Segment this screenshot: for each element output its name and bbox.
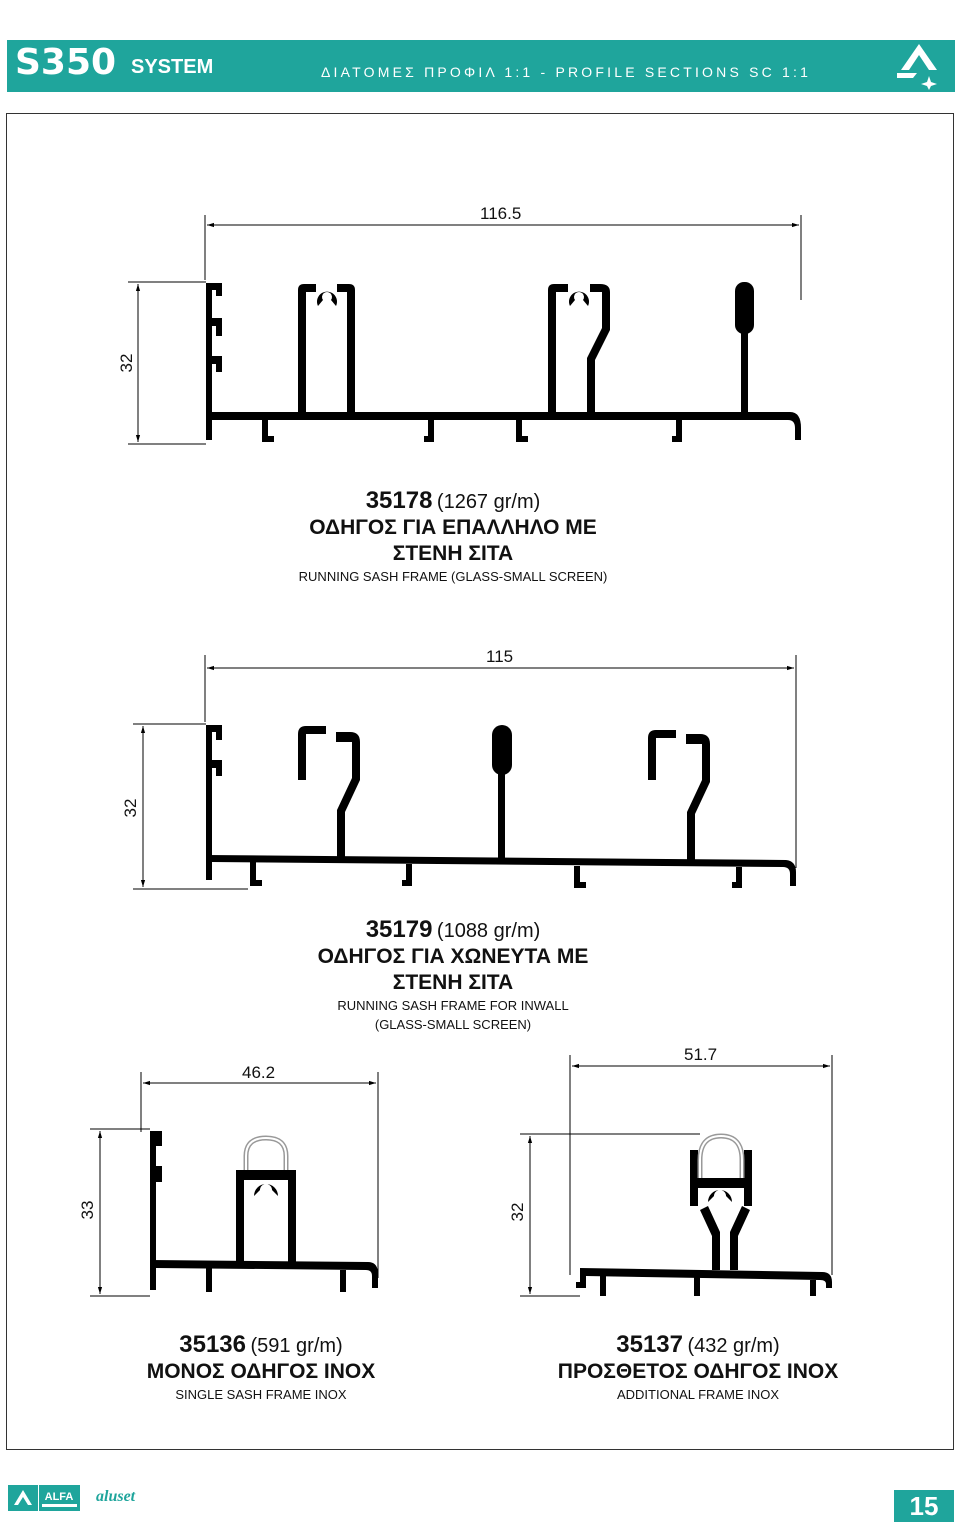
profile-english-title: RUNNING SASH FRAME (GLASS-SMALL SCREEN)	[298, 569, 608, 584]
profile-code: 35136	[179, 1331, 247, 1358]
profile-greek-title: ΟΔΗΓΟΣ ΓΙΑ ΕΠΑΛΛΗΛΟ ΜΕ	[309, 516, 597, 539]
footer-brand: aluset	[96, 1488, 136, 1505]
profile-35178-width-label: 116.5	[480, 204, 522, 223]
profile-35136-drawing	[90, 1072, 378, 1296]
profile-35137-caption	[548, 1331, 848, 1404]
page-number: 15	[894, 1490, 954, 1522]
profile-35178-drawing	[128, 215, 801, 444]
profile-english-title: (GLASS-SMALL SCREEN)	[374, 1017, 532, 1032]
profile-weight: (432 gr/m)	[687, 1335, 780, 1357]
profile-greek-title: ΟΔΗΓΟΣ ΓΙΑ ΧΩΝΕΥΤΑ ΜΕ	[317, 945, 589, 968]
profile-35179-caption	[290, 916, 616, 1034]
profile-code: 35179	[365, 916, 433, 943]
profile-greek-title: ΣΤΕΝΗ ΣΙΤΑ	[392, 971, 514, 994]
alfa-logo-text: ALFA	[44, 1491, 74, 1503]
profile-weight: (1088 gr/m)	[436, 920, 541, 942]
profile-code: 35137	[616, 1331, 684, 1358]
alfa-logo-icon	[8, 1485, 80, 1511]
profile-35136-width-label: 46.2	[242, 1063, 276, 1082]
profile-code: 35178	[365, 487, 433, 514]
profile-english-title: RUNNING SASH FRAME FOR INWALL	[337, 998, 569, 1013]
profile-35137-drawing	[520, 1055, 832, 1296]
profile-english-title: ADDITIONAL FRAME INOX	[616, 1387, 780, 1402]
system-word: SYSTEM	[131, 56, 214, 78]
profile-greek-title: ΠΡΟΣΘΕΤΟΣ ΟΔΗΓΟΣ ΙΝΟΧ	[557, 1360, 839, 1383]
profile-weight: (591 gr/m)	[250, 1335, 343, 1357]
profile-english-title: SINGLE SASH FRAME INOX	[175, 1387, 347, 1402]
profile-35179-width-label: 115	[486, 647, 514, 666]
profile-35179-drawing	[133, 655, 796, 889]
profile-greek-title: ΣΤΕΝΗ ΣΙΤΑ	[392, 542, 514, 565]
system-code: S350	[15, 42, 117, 83]
profile-greek-title: ΜΟΝΟΣ ΟΔΗΓΟΣ ΙΝΟΧ	[146, 1360, 376, 1383]
page-title: ΔΙΑΤΟΜΕΣ ΠΡΟΦΙΛ 1:1 - PROFILE SECTIONS SC 1:1	[321, 64, 812, 80]
profile-35136-caption	[116, 1331, 406, 1404]
profile-35137-height-label: 32	[508, 1202, 527, 1222]
profile-35137-width-label: 51.7	[684, 1045, 718, 1064]
profile-35179-height-label: 32	[121, 798, 140, 818]
profile-35178-height-label: 32	[117, 353, 136, 373]
profile-35178-caption	[270, 487, 636, 586]
profile-35136-height-label: 33	[78, 1200, 97, 1220]
profile-weight: (1267 gr/m)	[436, 491, 541, 513]
